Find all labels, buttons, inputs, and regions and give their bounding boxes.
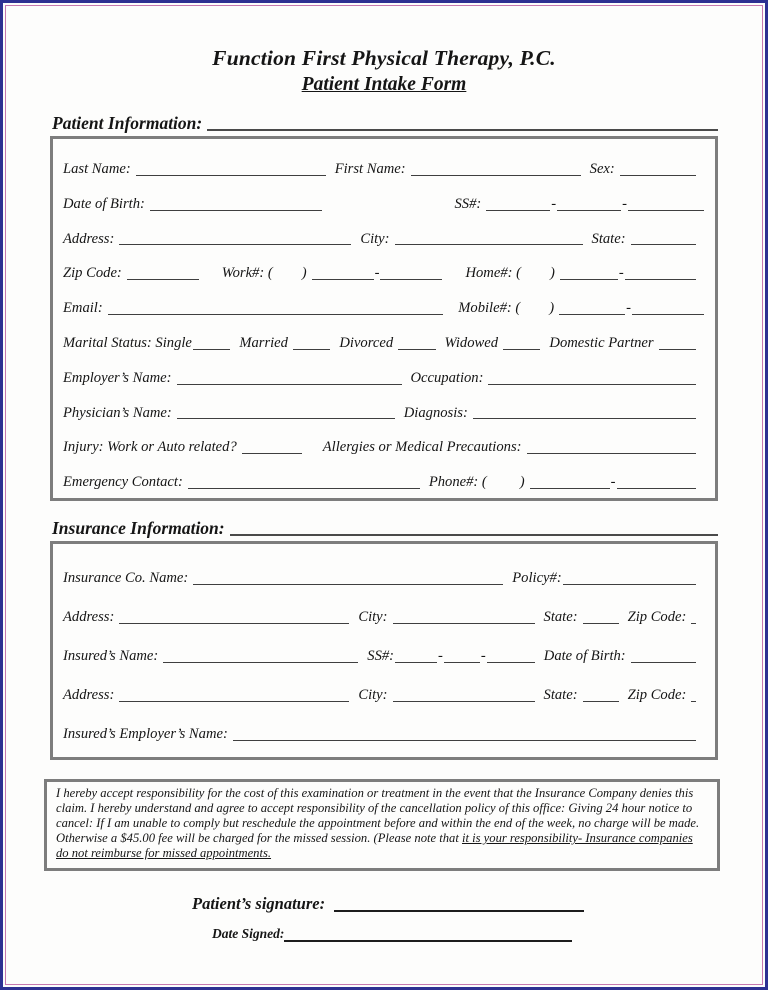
field-label: Widowed — [444, 335, 499, 351]
field-label: City: — [358, 609, 388, 626]
blank-field-line[interactable] — [527, 443, 697, 454]
field-label: Diagnosis: — [403, 404, 468, 421]
field-label: Zip Code: — [63, 265, 122, 282]
field-label: - — [626, 300, 631, 317]
field-label: - — [438, 648, 443, 665]
field-label: ) — [550, 265, 555, 282]
signature-label: Patient’s signature: — [192, 893, 326, 913]
blank-field-line[interactable] — [163, 652, 358, 663]
field-label: Policy#: — [512, 570, 562, 587]
blank-field-line[interactable] — [530, 478, 610, 489]
form-content — [6, 6, 762, 984]
form-row — [63, 704, 705, 743]
section-title: Insurance Information: — [52, 517, 225, 538]
field-label: ) — [549, 300, 555, 317]
disclaimer-text: I hereby accept responsibility for the cost of this examination or treatment in the event that the Insurance Company denies this claim. I hereby understand and agree to accept responsibility of the cancellation policy of this office: Giving 24 hour notice to cancel: If I am unable to comply but reschedule the appointment before and within the end of the week, no charge will be made. Otherwise a $45.00 fee will be charged for the missed session. (Please note that — [56, 785, 700, 846]
field-label: Zip Code: — [627, 687, 687, 704]
blank-field-line[interactable] — [473, 408, 696, 419]
blank-field-line[interactable] — [380, 269, 442, 280]
signature-blank-line[interactable] — [334, 898, 584, 912]
blank-field-line[interactable] — [444, 652, 480, 663]
field-label: State: — [543, 609, 578, 626]
blank-field-line[interactable] — [127, 269, 199, 280]
blank-field-line[interactable] — [393, 691, 535, 702]
clinic-name: Function First Physical Therapy, P.C. — [212, 46, 556, 70]
field-label: Work#: ( — [221, 265, 273, 282]
field-label: Address: — [63, 687, 115, 704]
field-label: - — [480, 648, 486, 665]
field-label: Date of Birth: — [63, 195, 145, 212]
field-label: Phone#: ( — [428, 474, 487, 491]
date-signed-blank-line[interactable] — [284, 930, 572, 942]
field-label: Domestic Partner — [549, 335, 654, 351]
blank-field-line[interactable] — [632, 304, 704, 315]
blank-field-line[interactable] — [620, 165, 696, 176]
field-label: Mobile#: ( — [458, 300, 521, 317]
form-row — [63, 626, 705, 665]
blank-field-line[interactable] — [617, 478, 696, 489]
blank-field-line[interactable] — [486, 200, 550, 211]
field-label: Email: — [63, 300, 103, 317]
blank-field-line[interactable] — [563, 574, 696, 585]
field-label: SS#: — [367, 648, 395, 665]
field-label: City: — [360, 230, 390, 247]
field-label: SS#: — [454, 195, 482, 212]
blank-field-line[interactable] — [119, 691, 349, 702]
field-label: Address: — [63, 609, 115, 626]
form-row — [63, 247, 705, 282]
blank-field-line[interactable] — [193, 339, 230, 350]
field-label: Allergies or Medical Precautions: — [322, 439, 522, 456]
field-label: Marital Status: Single — [63, 335, 192, 351]
form-row — [63, 178, 705, 213]
field-label: - — [610, 474, 616, 491]
blank-field-line[interactable] — [119, 234, 351, 245]
blank-field-line[interactable] — [487, 652, 535, 663]
blank-field-line[interactable] — [631, 234, 696, 245]
field-label: State: — [543, 687, 578, 704]
spacer — [492, 490, 520, 491]
patient-info-heading — [52, 113, 718, 134]
field-label: First Name: — [334, 161, 406, 178]
field-label: State: — [591, 230, 626, 247]
field-label: - — [622, 195, 627, 212]
blank-field-line[interactable] — [136, 165, 326, 176]
field-label: Emergency Contact: — [63, 474, 183, 491]
field-label: ) — [519, 474, 525, 491]
blank-field-line[interactable] — [119, 613, 349, 624]
field-label: Divorced — [339, 335, 394, 351]
blank-field-line[interactable] — [150, 200, 322, 211]
field-label: Insured’s Employer’s Name: — [63, 726, 228, 743]
blank-field-line[interactable] — [312, 269, 374, 280]
field-label: City: — [358, 687, 388, 704]
blank-field-line[interactable] — [625, 269, 696, 280]
form-title-block — [6, 6, 762, 96]
blank-field-line[interactable] — [393, 613, 535, 624]
blank-field-line[interactable] — [659, 339, 696, 350]
field-label: Last Name: — [63, 161, 131, 178]
blank-field-line[interactable] — [691, 691, 696, 702]
patient-info-box — [50, 136, 718, 501]
blank-field-line[interactable] — [583, 613, 619, 624]
blank-field-line[interactable] — [557, 200, 621, 211]
field-label: Injury: Work or Auto related? — [63, 439, 237, 456]
form-row — [63, 352, 705, 387]
blank-field-line[interactable] — [398, 339, 435, 350]
field-label: Date of Birth: — [543, 648, 626, 665]
blank-field-line[interactable] — [193, 574, 503, 585]
disclaimer-underlined-text: it is your responsibility- Insurance companies do not reimburse for missed appointments. — [56, 831, 693, 861]
field-label: Address: — [63, 230, 115, 247]
section-title: Patient Information: — [52, 113, 203, 133]
blank-field-line[interactable] — [503, 339, 540, 350]
field-label: ) — [301, 265, 307, 282]
blank-field-line[interactable] — [233, 730, 696, 741]
field-label: Married — [239, 335, 288, 351]
date-signed-label: Date Signed: — [212, 925, 285, 941]
blank-field-line[interactable] — [691, 613, 696, 624]
form-row — [63, 143, 705, 178]
form-row — [63, 587, 705, 626]
date-signed-row — [212, 927, 762, 942]
field-label: Zip Code: — [627, 609, 687, 626]
form-row — [63, 213, 705, 248]
blank-field-line[interactable] — [488, 374, 696, 385]
blank-field-line[interactable] — [242, 443, 302, 454]
field-label: - — [618, 265, 624, 282]
field-label: - — [551, 195, 557, 212]
form-row — [63, 421, 705, 456]
form-row — [63, 387, 705, 422]
signature-row — [192, 895, 762, 913]
blank-field-line[interactable] — [293, 339, 330, 350]
blank-field-line[interactable] — [583, 691, 619, 702]
blank-field-line[interactable] — [395, 234, 583, 245]
field-label: Insurance Co. Name: — [63, 570, 189, 587]
field-label: - — [374, 265, 380, 282]
form-row — [63, 665, 705, 704]
disclaimer-box — [44, 779, 720, 871]
form-row — [63, 548, 705, 587]
blank-field-line[interactable] — [177, 374, 402, 385]
form-title: Patient Intake Form — [301, 74, 467, 95]
field-label: Insured’s Name: — [63, 648, 159, 665]
field-label: Occupation: — [410, 369, 484, 386]
blank-field-line[interactable] — [108, 304, 443, 315]
field-label: Home#: ( — [465, 265, 521, 282]
blank-field-line[interactable] — [411, 165, 581, 176]
insurance-info-heading — [52, 518, 718, 539]
blank-field-line[interactable] — [177, 408, 395, 419]
field-label: Physician’s Name: — [63, 404, 172, 421]
blank-field-line[interactable] — [559, 304, 625, 315]
field-label: Employer’s Name: — [63, 369, 172, 386]
blank-field-line[interactable] — [628, 200, 704, 211]
form-row — [63, 456, 705, 491]
heading-rule — [230, 534, 718, 536]
field-label: Sex: — [589, 161, 615, 178]
blank-field-line[interactable] — [560, 269, 618, 280]
blank-field-line[interactable] — [395, 652, 437, 663]
form-row — [63, 317, 705, 352]
blank-field-line[interactable] — [188, 478, 420, 489]
heading-rule — [207, 129, 718, 131]
form-row — [63, 282, 705, 317]
blank-field-line[interactable] — [631, 652, 696, 663]
insurance-info-box — [50, 541, 718, 760]
